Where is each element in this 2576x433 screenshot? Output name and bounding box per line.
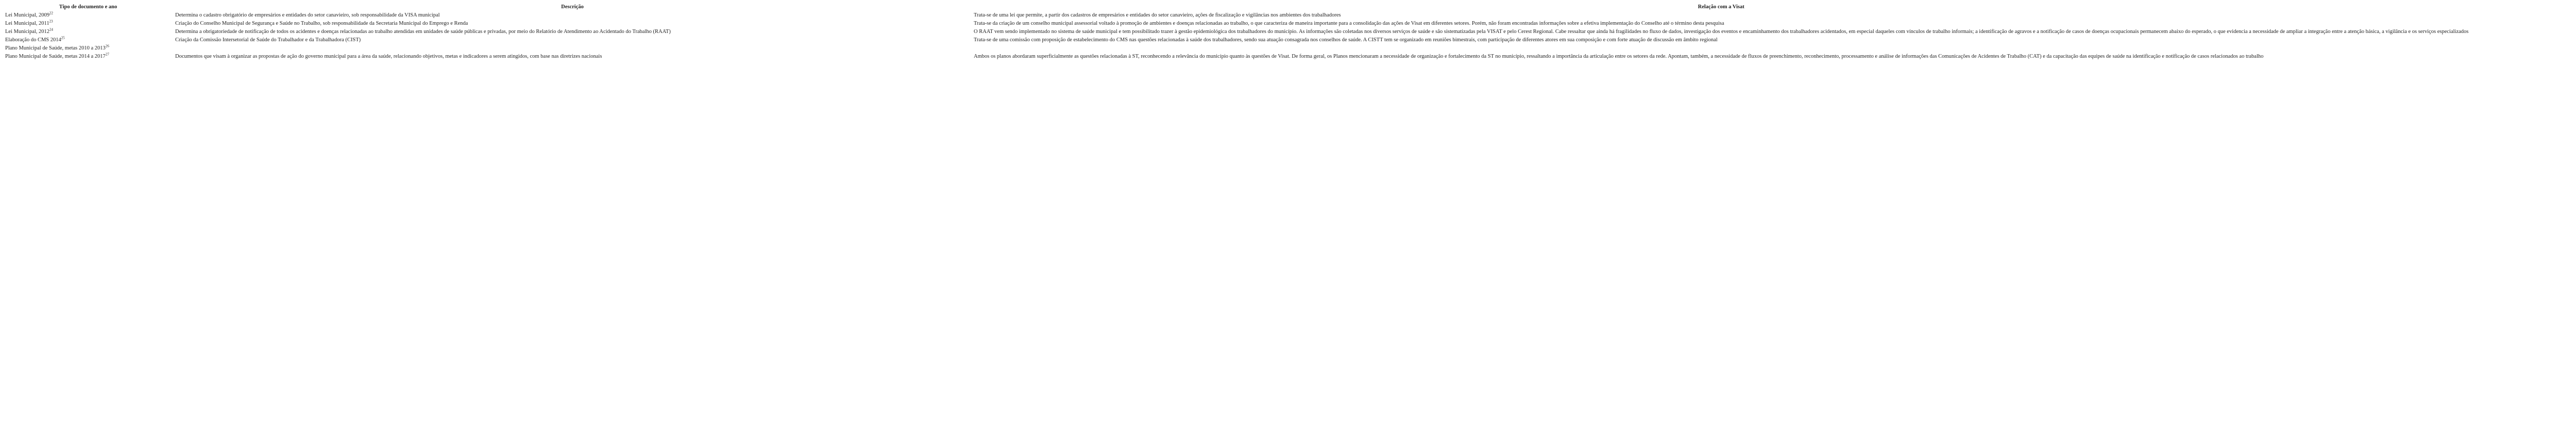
doc-name: Lei Municipal, 2012 bbox=[5, 29, 50, 35]
doc-name: Elaboração do CMS 2014 bbox=[5, 37, 61, 43]
reference-number: 27 bbox=[105, 52, 109, 57]
cell-doc bbox=[3, 20, 173, 28]
cell-relacao: Trata-se de uma lei que permite, a partir dos cadastros de empresários e entidades do setor canavieiro, ações de fiscalização e vigilâncias nos ambientes dos trabalhadores bbox=[974, 12, 1341, 18]
cell-doc bbox=[3, 11, 173, 20]
table-row bbox=[3, 28, 2470, 36]
cell-descricao: Criação do Conselho Municipal de Segurança e Saúde no Trabalho, sob responsabilidade da Secretaria Municipal do Emprego e Renda bbox=[175, 21, 468, 26]
doc-name: Plano Municipal de Saúde, metas 2010 a 2013 bbox=[5, 45, 106, 51]
table-row bbox=[3, 36, 2470, 44]
cell-doc bbox=[3, 36, 173, 44]
cell-relacao: O RAAT vem sendo implementado no sistema de saúde municipal e tem possibilitado trazer à gestão epidemiológica dos trabalhadores do município. As informações são coletadas nos diversos serviços de saúde e são sistematizadas pela VISAT e pelo Cerest Regional. Cabe ressaltar que ainda há fragilidades no fluxo de dados, investigação dos eventos e encaminhamento dos trabalhadores acidentados, em especial daqueles com vínculos de trabalho informais; a identificação de agravos e a notificação de casos de doenças ocupacionais permanecem abaixo do esperado, o que evidencia a necessidade de ampliar a integração entre a atenção básica, a vigilância e os serviços especializados bbox=[974, 29, 2469, 35]
header-tipo: Tipo de documento e ano bbox=[59, 4, 117, 10]
table-row bbox=[3, 11, 2470, 20]
table-row bbox=[3, 44, 2470, 53]
cell-relacao bbox=[972, 44, 2470, 53]
cell-descricao: Determina a obrigatoriedade de notificação de todos os acidentes e doenças relacionadas ao trabalho atendidas em unidades de saúde públicas e privadas, por meio do Relatório de Atendimento ao Acidentado do Trabalho (RAAT) bbox=[175, 29, 671, 35]
cell-descricao bbox=[173, 44, 972, 53]
cell-relacao: Trata-se de uma comissão com proposição de estabelecimento do CMS nas questões relacionadas à saúde dos trabalhadores, sendo sua atuação consagrada nos conselhos de saúde. A CISTT tem se organizado em reuniões bimestrais, com participação de diferentes atores em sua composição e com forte atuação de discussão em âmbito regional bbox=[974, 37, 1718, 43]
header-relacao: Relação com a Visat bbox=[1698, 4, 1744, 10]
table-row bbox=[3, 53, 2470, 61]
table-row bbox=[3, 20, 2470, 28]
reference-number: 22 bbox=[49, 11, 54, 15]
reference-number: 26 bbox=[105, 44, 109, 48]
doc-name: Lei Municipal, 2009 bbox=[5, 12, 50, 18]
documents-table bbox=[3, 3, 2470, 61]
reference-number: 25 bbox=[61, 36, 65, 40]
cell-relacao: Trata-se da criação de um conselho municipal assessorial voltado à promoção de ambientes e doenças relacionadas ao trabalho, o que caracteriza de maneira importante para a consolidação das ações de Visat em diferentes setores. Porém, não foram encontradas informações sobre a efetiva implementação do Conselho até o término desta pesquisa bbox=[974, 21, 1724, 26]
cell-doc bbox=[3, 53, 173, 61]
doc-name: Lei Municipal, 2011 bbox=[5, 21, 49, 26]
cell-descricao: Determina o cadastro obrigatório de empresários e entidades do setor canavieiro, sob responsabilidade da VISA municipal bbox=[175, 12, 440, 18]
cell-descricao: Criação da Comissão Intersetorial de Saúde do Trabalhador e da Trabalhadora (CIST) bbox=[175, 37, 361, 43]
cell-doc bbox=[3, 28, 173, 36]
doc-name: Plano Municipal de Saúde, metas 2014 a 2017 bbox=[5, 54, 106, 59]
header-descricao: Descrição bbox=[561, 4, 584, 10]
reference-number: 23 bbox=[49, 19, 53, 24]
cell-relacao: Ambos os planos abordaram superficialmente as questões relacionadas à ST, reconhecendo a relevância do município quanto às questões de Visat. De forma geral, os Planos mencionaram a necessidade de organização e fortalecimento da ST no município, ressaltando a importância da articulação entre os setores da rede. Apontam, também, a necessidade de fluxos de preenchimento, reconhecimento, processamento e análise de informações das Comunicações de Acidentes de Trabalho (CAT) e da capacitação das equipes de saúde na identificação e notificação de casos relacionados ao trabalho bbox=[974, 54, 2264, 59]
cell-descricao: Documentos que visam à organizar as propostas de ação do governo municipal para a área da saúde, relacionando objetivos, metas e indicadores a serem atingidos, com base nas diretrizes nacionais bbox=[175, 54, 602, 59]
cell-doc bbox=[3, 44, 173, 53]
reference-number: 24 bbox=[49, 27, 54, 32]
table-header-row bbox=[3, 3, 2470, 11]
